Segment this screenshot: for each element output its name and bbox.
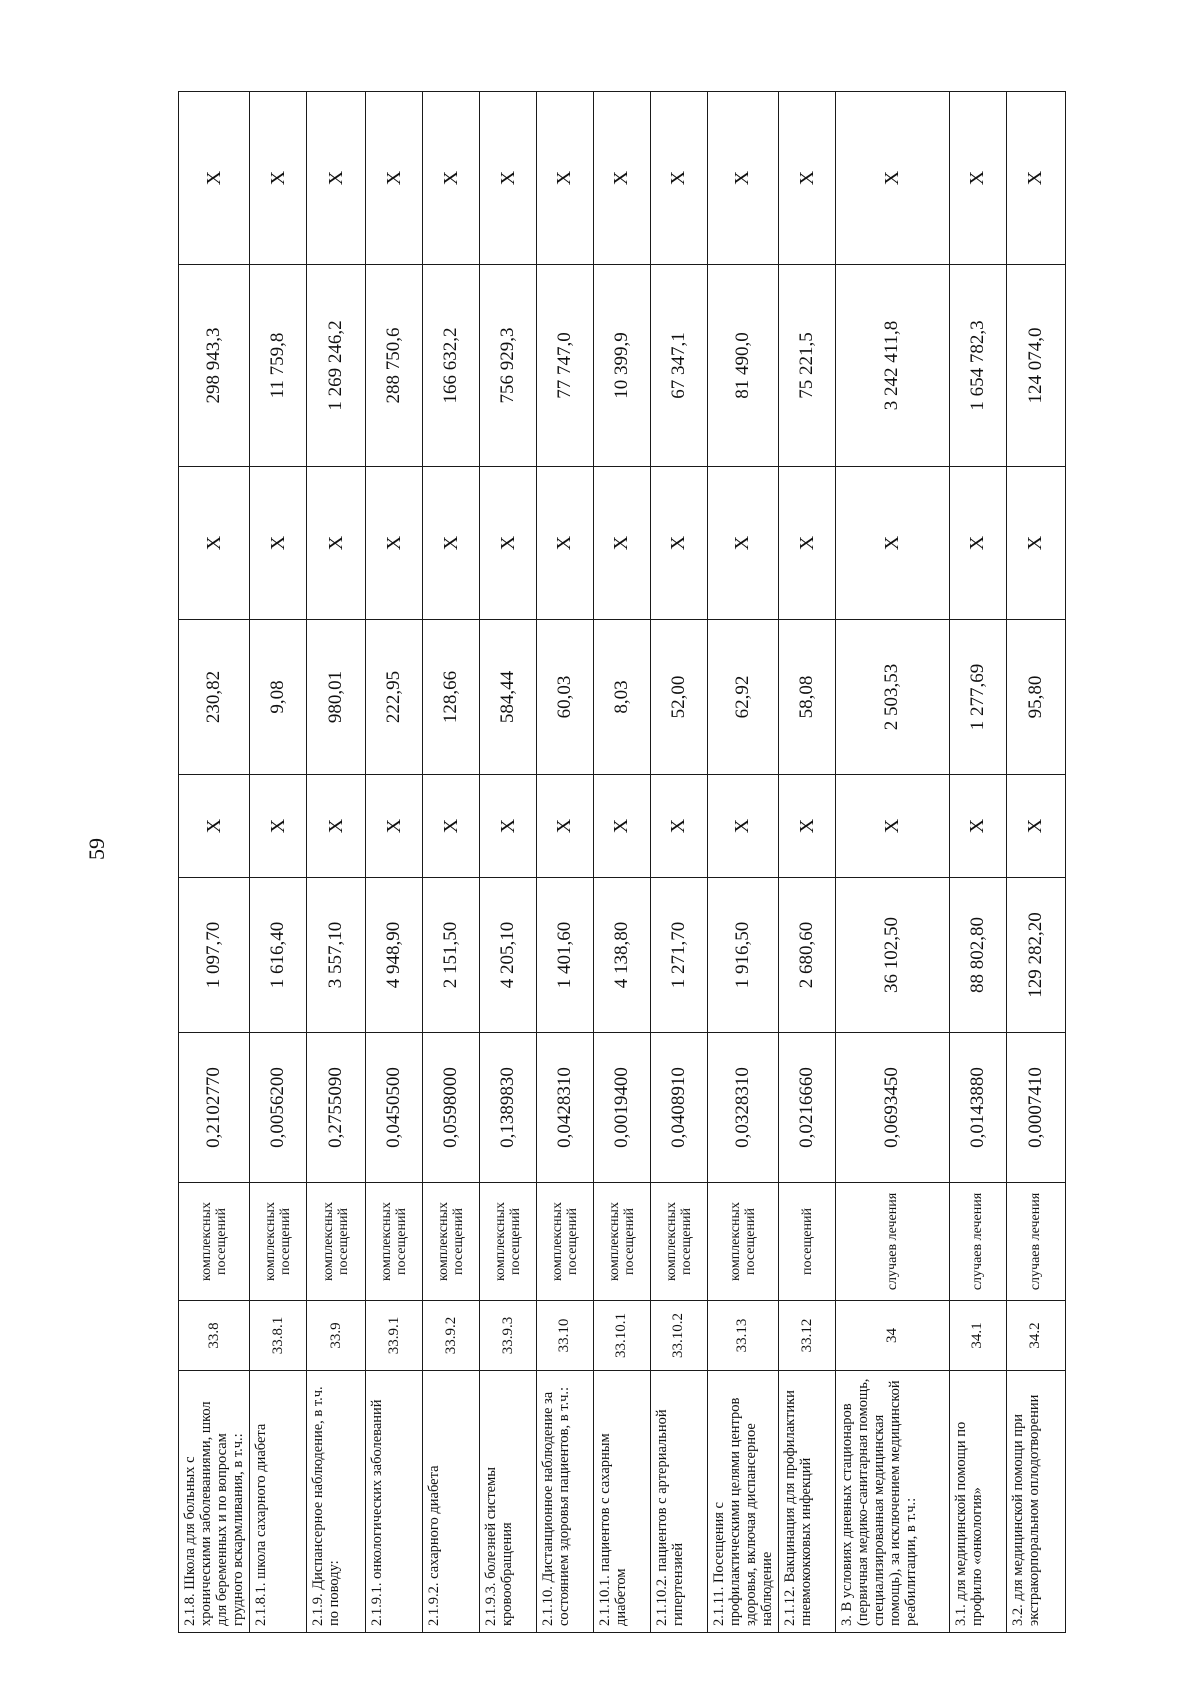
row-code: 33.9: [307, 1301, 366, 1371]
row-code: 34.1: [949, 1301, 1006, 1371]
row-total: 166 632,2: [423, 265, 480, 467]
row-code: 33.10: [537, 1301, 594, 1371]
table-row: [423, 92, 480, 1633]
row-x: Х: [650, 92, 707, 265]
row-name: 2.1.10.1. пациентов с сахарным диабетом: [593, 1371, 650, 1633]
row-norm: 0,2102770: [179, 1033, 250, 1183]
table-row: [650, 92, 707, 1633]
row-x: Х: [250, 92, 307, 265]
row-unit: комплексных посещений: [179, 1183, 250, 1301]
row-per-capita: 62,92: [707, 620, 778, 775]
table-row: [593, 92, 650, 1633]
table-row: [707, 92, 778, 1633]
row-unit: посещений: [779, 1183, 836, 1301]
table-row: [1006, 92, 1065, 1633]
row-unit: комплексных посещений: [366, 1183, 423, 1301]
row-cost: 2 151,50: [423, 878, 480, 1033]
row-unit: случаев лечения: [836, 1183, 950, 1301]
row-code: 33.13: [707, 1301, 778, 1371]
row-x: Х: [779, 92, 836, 265]
row-code: 33.8.1: [250, 1301, 307, 1371]
row-name: 3.1. для медицинской помощи по профилю «онкология»: [949, 1371, 1006, 1633]
row-cost: 4 948,90: [366, 878, 423, 1033]
row-unit: комплексных посещений: [307, 1183, 366, 1301]
row-norm: 0,0450500: [366, 1033, 423, 1183]
row-cost: 1 401,60: [537, 878, 594, 1033]
row-x: Х: [423, 467, 480, 620]
row-code: 34: [836, 1301, 950, 1371]
row-total: 756 929,3: [480, 265, 537, 467]
row-cost: 88 802,80: [949, 878, 1006, 1033]
row-unit: комплексных посещений: [423, 1183, 480, 1301]
row-x: Х: [836, 467, 950, 620]
row-total: 75 221,5: [779, 265, 836, 467]
row-cost: 129 282,20: [1006, 878, 1065, 1033]
table-row: [480, 92, 537, 1633]
row-x: Х: [707, 92, 778, 265]
row-total: 81 490,0: [707, 265, 778, 467]
row-norm: 0,0693450: [836, 1033, 950, 1183]
row-x: Х: [480, 775, 537, 878]
row-x: Х: [779, 467, 836, 620]
row-code: 34.2: [1006, 1301, 1065, 1371]
row-x: Х: [836, 775, 950, 878]
row-name: 3.2. для медицинской помощи при экстракорпоральном оплодотворении: [1006, 1371, 1065, 1633]
table-row: [179, 92, 250, 1633]
row-x: Х: [593, 467, 650, 620]
rotated-table-wrapper: [178, 92, 1066, 1633]
row-per-capita: 60,03: [537, 620, 594, 775]
row-total: 288 750,6: [366, 265, 423, 467]
row-name: 2.1.10.2. пациентов с артериальной гипертензией: [650, 1371, 707, 1633]
row-name: 2.1.8.1. школа сахарного диабета: [250, 1371, 307, 1633]
row-x: Х: [480, 467, 537, 620]
row-total: 11 759,8: [250, 265, 307, 467]
row-x: Х: [1006, 92, 1065, 265]
row-cost: 1 616,40: [250, 878, 307, 1033]
row-x: Х: [307, 775, 366, 878]
table-row: [250, 92, 307, 1633]
row-name: 2.1.9.2. сахарного диабета: [423, 1371, 480, 1633]
row-code: 33.9.3: [480, 1301, 537, 1371]
row-total: 1 654 782,3: [949, 265, 1006, 467]
table-row: [836, 92, 950, 1633]
row-norm: 0,0428310: [537, 1033, 594, 1183]
row-code: 33.8: [179, 1301, 250, 1371]
row-norm: 0,0143880: [949, 1033, 1006, 1183]
row-code: 33.9.1: [366, 1301, 423, 1371]
row-code: 33.10.2: [650, 1301, 707, 1371]
page-number: 59: [84, 838, 109, 860]
row-x: Х: [179, 775, 250, 878]
row-total: 67 347,1: [650, 265, 707, 467]
row-x: Х: [949, 775, 1006, 878]
row-x: Х: [366, 92, 423, 265]
row-x: Х: [707, 775, 778, 878]
row-total: 77 747,0: [537, 265, 594, 467]
row-per-capita: 230,82: [179, 620, 250, 775]
row-total: 298 943,3: [179, 265, 250, 467]
row-unit: комплексных посещений: [250, 1183, 307, 1301]
row-x: Х: [250, 467, 307, 620]
row-norm: 0,2755090: [307, 1033, 366, 1183]
row-x: Х: [307, 92, 366, 265]
row-unit: случаев лечения: [1006, 1183, 1065, 1301]
row-norm: 0,0328310: [707, 1033, 778, 1183]
row-norm: 0,0598000: [423, 1033, 480, 1183]
row-x: Х: [250, 775, 307, 878]
table-row: [949, 92, 1006, 1633]
row-x: Х: [537, 467, 594, 620]
row-x: Х: [650, 775, 707, 878]
row-name: 2.1.9.3. болезней системы кровообращения: [480, 1371, 537, 1633]
row-per-capita: 95,80: [1006, 620, 1065, 775]
row-unit: комплексных посещений: [707, 1183, 778, 1301]
row-per-capita: 1 277,69: [949, 620, 1006, 775]
row-per-capita: 2 503,53: [836, 620, 950, 775]
row-code: 33.10.1: [593, 1301, 650, 1371]
row-x: Х: [537, 775, 594, 878]
table-row: [366, 92, 423, 1633]
row-code: 33.12: [779, 1301, 836, 1371]
row-total: 10 399,9: [593, 265, 650, 467]
data-table: [178, 91, 1066, 1633]
row-norm: 0,0056200: [250, 1033, 307, 1183]
row-name: 2.1.8. Школа для больных с хроническими заболеваниями, школ для беременных и по вопросам грудного вскармливания, в т.ч.:: [179, 1371, 250, 1633]
row-x: Х: [423, 92, 480, 265]
row-x: Х: [366, 775, 423, 878]
row-code: 33.9.2: [423, 1301, 480, 1371]
row-cost: 3 557,10: [307, 878, 366, 1033]
row-name: 3. В условиях дневных стационаров (первичная медико-санитарная помощь, специализированная медицинская помощь), за исключением медицинской реабилитации, в т.ч.:: [836, 1371, 950, 1633]
row-unit: комплексных посещений: [480, 1183, 537, 1301]
row-cost: 4 138,80: [593, 878, 650, 1033]
row-unit: комплексных посещений: [650, 1183, 707, 1301]
row-cost: 1 916,50: [707, 878, 778, 1033]
row-unit: комплексных посещений: [537, 1183, 594, 1301]
row-per-capita: 9,08: [250, 620, 307, 775]
row-x: Х: [779, 775, 836, 878]
table-row: [779, 92, 836, 1633]
row-unit: комплексных посещений: [593, 1183, 650, 1301]
row-per-capita: 52,00: [650, 620, 707, 775]
row-x: Х: [366, 467, 423, 620]
row-name: 2.1.10. Дистанционное наблюдение за состоянием здоровья пациентов, в т.ч.:: [537, 1371, 594, 1633]
row-norm: 0,1389830: [480, 1033, 537, 1183]
row-cost: 1 271,70: [650, 878, 707, 1033]
row-x: Х: [1006, 775, 1065, 878]
row-unit: случаев лечения: [949, 1183, 1006, 1301]
row-x: Х: [1006, 467, 1065, 620]
row-x: Х: [949, 467, 1006, 620]
row-norm: 0,0216660: [779, 1033, 836, 1183]
row-per-capita: 128,66: [423, 620, 480, 775]
row-x: Х: [423, 775, 480, 878]
row-cost: 36 102,50: [836, 878, 950, 1033]
row-per-capita: 980,01: [307, 620, 366, 775]
row-x: Х: [593, 775, 650, 878]
row-x: Х: [836, 92, 950, 265]
row-norm: 0,0019400: [593, 1033, 650, 1183]
row-x: Х: [307, 467, 366, 620]
row-total: 3 242 411,8: [836, 265, 950, 467]
row-total: 124 074,0: [1006, 265, 1065, 467]
row-x: Х: [593, 92, 650, 265]
row-name: 2.1.11. Посещения с профилактическими целями центров здоровья, включая диспансерное наблюдение: [707, 1371, 778, 1633]
row-cost: 4 205,10: [480, 878, 537, 1033]
row-x: Х: [179, 92, 250, 265]
table-row: [537, 92, 594, 1633]
row-norm: 0,0007410: [1006, 1033, 1065, 1183]
row-x: Х: [179, 467, 250, 620]
row-name: 2.1.12. Вакцинация для профилактики пневмококковых инфекций: [779, 1371, 836, 1633]
row-x: Х: [650, 467, 707, 620]
row-cost: 2 680,60: [779, 878, 836, 1033]
row-per-capita: 8,03: [593, 620, 650, 775]
row-cost: 1 097,70: [179, 878, 250, 1033]
row-per-capita: 58,08: [779, 620, 836, 775]
row-norm: 0,0408910: [650, 1033, 707, 1183]
table-row: [307, 92, 366, 1633]
row-x: Х: [707, 467, 778, 620]
row-name: 2.1.9.1. онкологических заболеваний: [366, 1371, 423, 1633]
row-x: Х: [537, 92, 594, 265]
row-x: Х: [480, 92, 537, 265]
row-per-capita: 222,95: [366, 620, 423, 775]
row-name: 2.1.9. Диспансерное наблюдение, в т.ч. по поводу:: [307, 1371, 366, 1633]
row-total: 1 269 246,2: [307, 265, 366, 467]
row-per-capita: 584,44: [480, 620, 537, 775]
row-x: Х: [949, 92, 1006, 265]
